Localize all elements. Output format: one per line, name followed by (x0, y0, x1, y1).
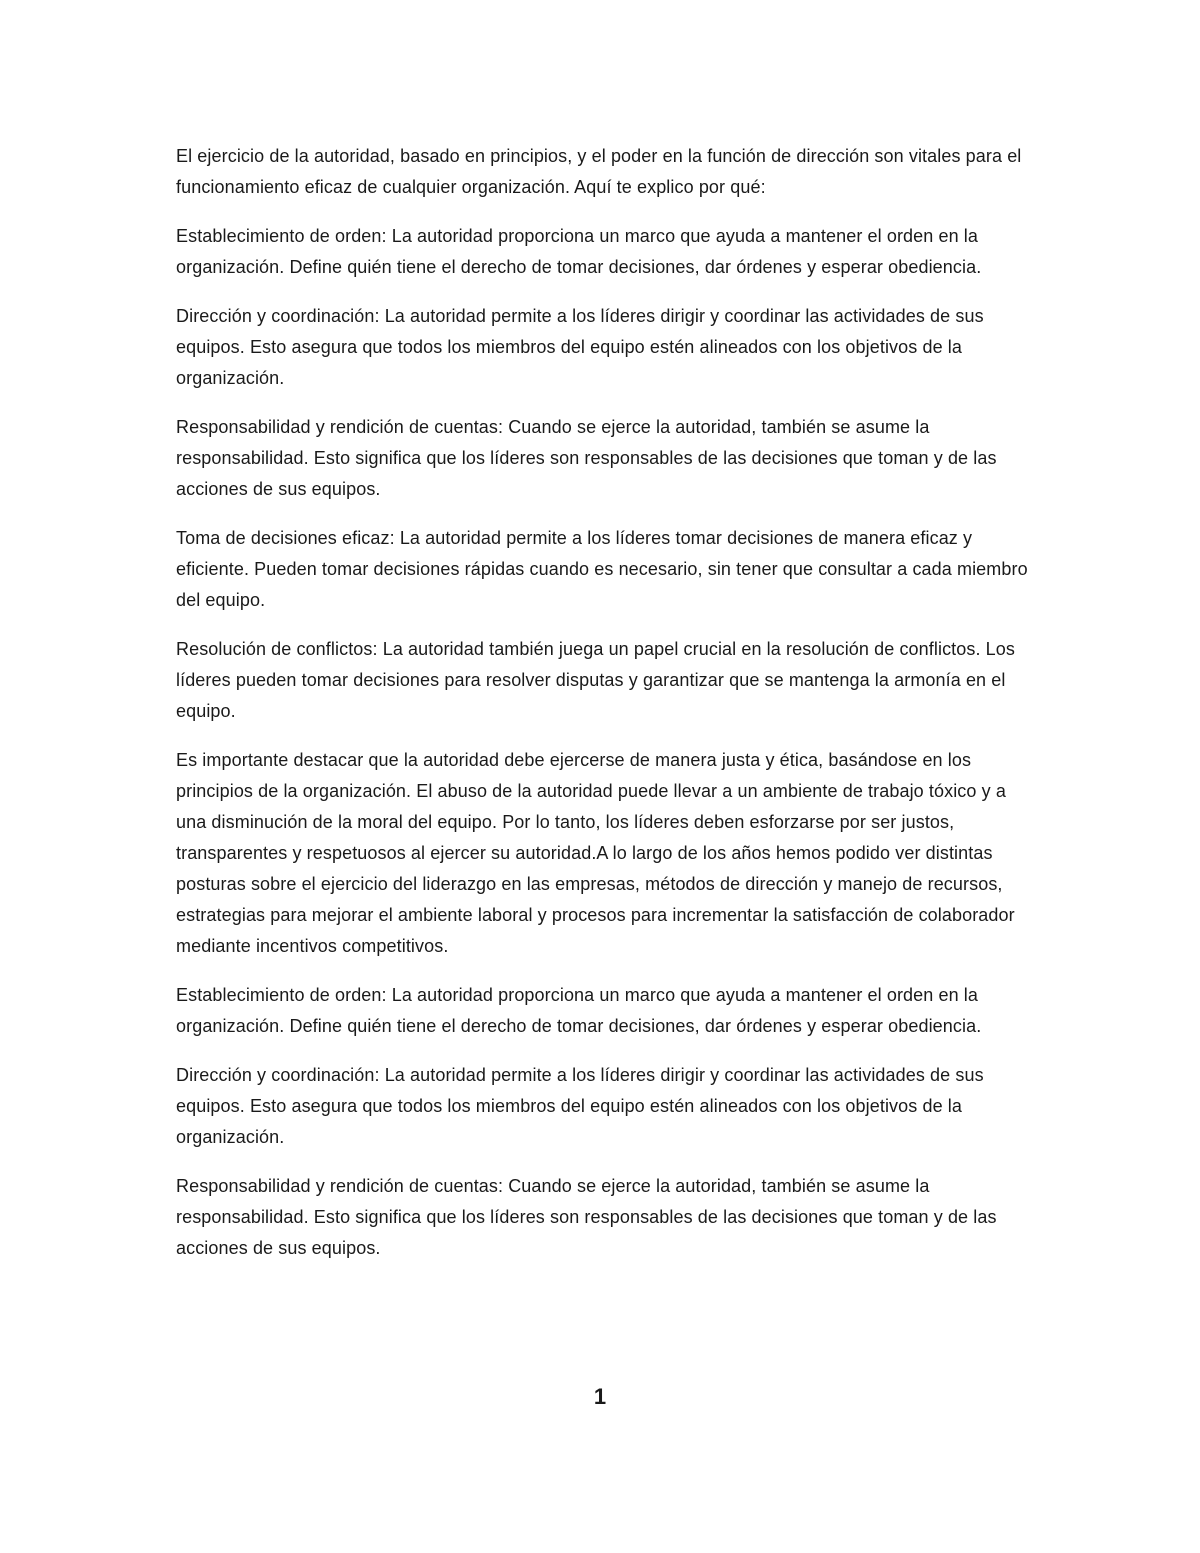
paragraph-establecimiento-orden-repeat: Establecimiento de orden: La autoridad proporciona un marco que ayuda a mantener el orden en la organización. Define quién tiene el derecho de tomar decisiones, dar órdenes y esperar obediencia. (176, 985, 982, 1036)
page-number: 1 (593, 1384, 607, 1409)
paragraph-responsabilidad: Responsabilidad y rendición de cuentas: Cuando se ejerce la autoridad, también se asume la responsabilidad. Esto significa que los líderes son responsables de las decisiones que toman y de las acciones de sus equipos. (176, 417, 997, 499)
paragraph-intro: El ejercicio de la autoridad, basado en principios, y el poder en la función de dirección son vitales para el funcionamiento eficaz de cualquier organización. Aquí te explico por qué: (176, 146, 1022, 197)
paragraph-resolucion-conflictos: Resolución de conflictos: La autoridad también juega un papel crucial en la resolución de conflictos. Los líderes pueden tomar decisiones para resolver disputas y garantizar que se mantenga la armonía en el equipo. (176, 639, 1016, 721)
paragraph-toma-decisiones: Toma de decisiones eficaz: La autoridad permite a los líderes tomar decisiones de manera eficaz y eficiente. Pueden tomar decisiones rápidas cuando es necesario, sin tener que consultar a cada miembro del equipo. (176, 528, 1028, 610)
paragraph-importancia-etica: Es importante destacar que la autoridad debe ejercerse de manera justa y ética, basándose en los principios de la organización. El abuso de la autoridad puede llevar a un ambiente de trabajo tóxico y a una disminución de la moral del equipo. Por lo tanto, los líderes deben esforzarse por ser justos, transparentes y respetuosos al ejercer su autoridad.A lo largo de los años hemos podido ver distintas posturas sobre el ejercicio del liderazgo en las empresas, métodos de dirección y manejo de recursos, estrategias para mejorar el ambiente laboral y procesos para incrementar la satisfacción de colaborador mediante incentivos competitivos. (176, 750, 1015, 956)
paragraph-direccion-coordinacion-repeat: Dirección y coordinación: La autoridad permite a los líderes dirigir y coordinar las actividades de sus equipos. Esto asegura que todos los miembros del equipo estén alineados con los objetivos de la organización. (176, 1065, 984, 1147)
paragraph-establecimiento-orden: Establecimiento de orden: La autoridad proporciona un marco que ayuda a mantener el orden en la organización. Define quién tiene el derecho de tomar decisiones, dar órdenes y esperar obediencia. (176, 226, 982, 277)
paragraph-direccion-coordinacion: Dirección y coordinación: La autoridad permite a los líderes dirigir y coordinar las actividades de sus equipos. Esto asegura que todos los miembros del equipo estén alineados con los objetivos de la organización. (176, 306, 984, 388)
document-body (176, 141, 1032, 1282)
paragraph-responsabilidad-repeat: Responsabilidad y rendición de cuentas: Cuando se ejerce la autoridad, también se asume la responsabilidad. Esto significa que los líderes son responsables de las decisiones que toman y de las acciones de sus equipos. (176, 1176, 997, 1258)
